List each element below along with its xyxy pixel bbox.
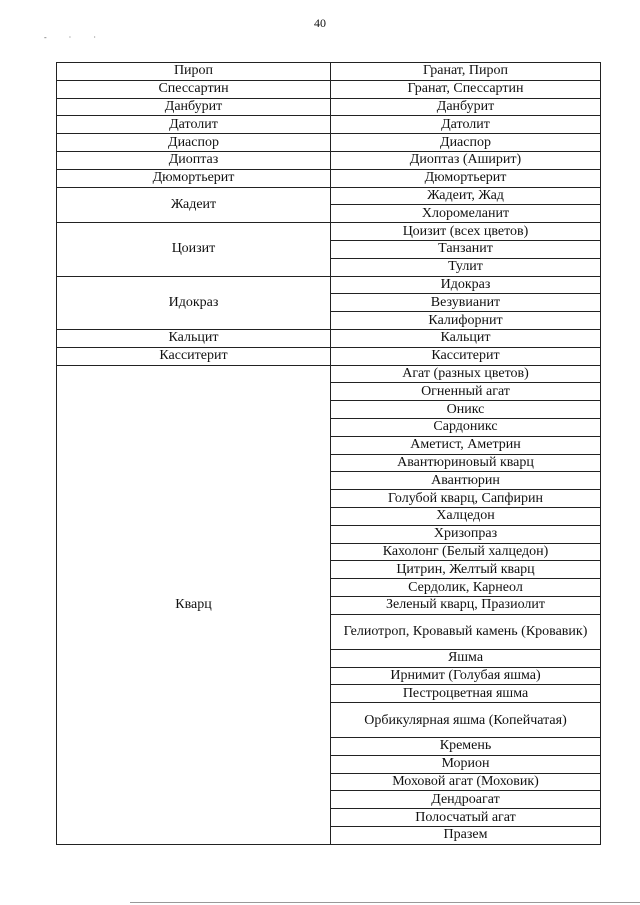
variety-cell: Дюмортьерит — [331, 169, 601, 187]
variety-cell: Агат (разных цветов) — [331, 365, 601, 383]
mineral-cell: Диаспор — [57, 134, 331, 152]
mineral-cell: Цоизит — [57, 223, 331, 276]
variety-cell: Кремень — [331, 738, 601, 756]
variety-cell: Кальцит — [331, 329, 601, 347]
table-row — [57, 223, 601, 241]
variety-cell: Орбикулярная яшма (Копейчатая) — [331, 703, 601, 738]
variety-cell: Цоизит (всех цветов) — [331, 223, 601, 241]
mineral-cell: Касситерит — [57, 347, 331, 365]
table-row — [57, 80, 601, 98]
variety-cell: Гранат, Пироп — [331, 63, 601, 81]
table-row — [57, 187, 601, 205]
variety-cell: Калифорнит — [331, 312, 601, 330]
variety-cell: Оникс — [331, 401, 601, 419]
table-row — [57, 169, 601, 187]
table-row — [57, 329, 601, 347]
variety-cell: Яшма — [331, 649, 601, 667]
variety-cell: Диоптаз (Аширит) — [331, 151, 601, 169]
table-row — [57, 116, 601, 134]
variety-cell: Касситерит — [331, 347, 601, 365]
table-row — [57, 347, 601, 365]
variety-cell: Халцедон — [331, 507, 601, 525]
variety-cell: Авантюрин — [331, 472, 601, 490]
variety-cell: Сардоникс — [331, 418, 601, 436]
mineral-cell: Кальцит — [57, 329, 331, 347]
variety-cell: Пестроцветная яшма — [331, 685, 601, 703]
variety-cell: Кахолонг (Белый халцедон) — [331, 543, 601, 561]
page-number: 40 — [314, 16, 326, 30]
variety-cell: Хлоромеланит — [331, 205, 601, 223]
mineral-cell: Кварц — [57, 365, 331, 844]
table-row — [57, 134, 601, 152]
variety-cell: Тулит — [331, 258, 601, 276]
mineral-cell: Пироп — [57, 63, 331, 81]
variety-cell: Везувианит — [331, 294, 601, 312]
variety-cell: Ирнимит (Голубая яшма) — [331, 667, 601, 685]
variety-cell: Морион — [331, 755, 601, 773]
mineral-cell: Идокраз — [57, 276, 331, 329]
table-row — [57, 276, 601, 294]
bottom-edge-line — [130, 902, 640, 903]
variety-cell: Цитрин, Желтый кварц — [331, 561, 601, 579]
variety-cell: Танзанит — [331, 240, 601, 258]
scan-marks: - · · — [44, 33, 106, 42]
variety-cell: Празем — [331, 827, 601, 845]
variety-cell: Аметист, Аметрин — [331, 436, 601, 454]
variety-cell: Гелиотроп, Кровавый камень (Кровавик) — [331, 614, 601, 649]
variety-cell: Авантюриновый кварц — [331, 454, 601, 472]
variety-cell: Данбурит — [331, 98, 601, 116]
variety-cell: Дендроагат — [331, 791, 601, 809]
variety-cell: Полосчатый агат — [331, 809, 601, 827]
mineral-cell: Жадеит — [57, 187, 331, 223]
mineral-cell: Спессартин — [57, 80, 331, 98]
variety-cell: Голубой кварц, Сапфирин — [331, 490, 601, 508]
gemstone-table — [56, 62, 601, 845]
variety-cell: Хризопраз — [331, 525, 601, 543]
variety-cell: Гранат, Спессартин — [331, 80, 601, 98]
mineral-cell: Датолит — [57, 116, 331, 134]
variety-cell: Диаспор — [331, 134, 601, 152]
variety-cell: Огненный агат — [331, 383, 601, 401]
variety-cell: Зеленый кварц, Празиолит — [331, 596, 601, 614]
gemstone-table-body — [57, 63, 601, 845]
table-row — [57, 151, 601, 169]
mineral-cell: Данбурит — [57, 98, 331, 116]
table-row — [57, 365, 601, 383]
variety-cell: Сердолик, Карнеол — [331, 579, 601, 597]
table-row — [57, 63, 601, 81]
mineral-cell: Дюмортьерит — [57, 169, 331, 187]
table-row — [57, 98, 601, 116]
variety-cell: Датолит — [331, 116, 601, 134]
variety-cell: Идокраз — [331, 276, 601, 294]
variety-cell: Моховой агат (Моховик) — [331, 773, 601, 791]
mineral-cell: Диоптаз — [57, 151, 331, 169]
variety-cell: Жадеит, Жад — [331, 187, 601, 205]
